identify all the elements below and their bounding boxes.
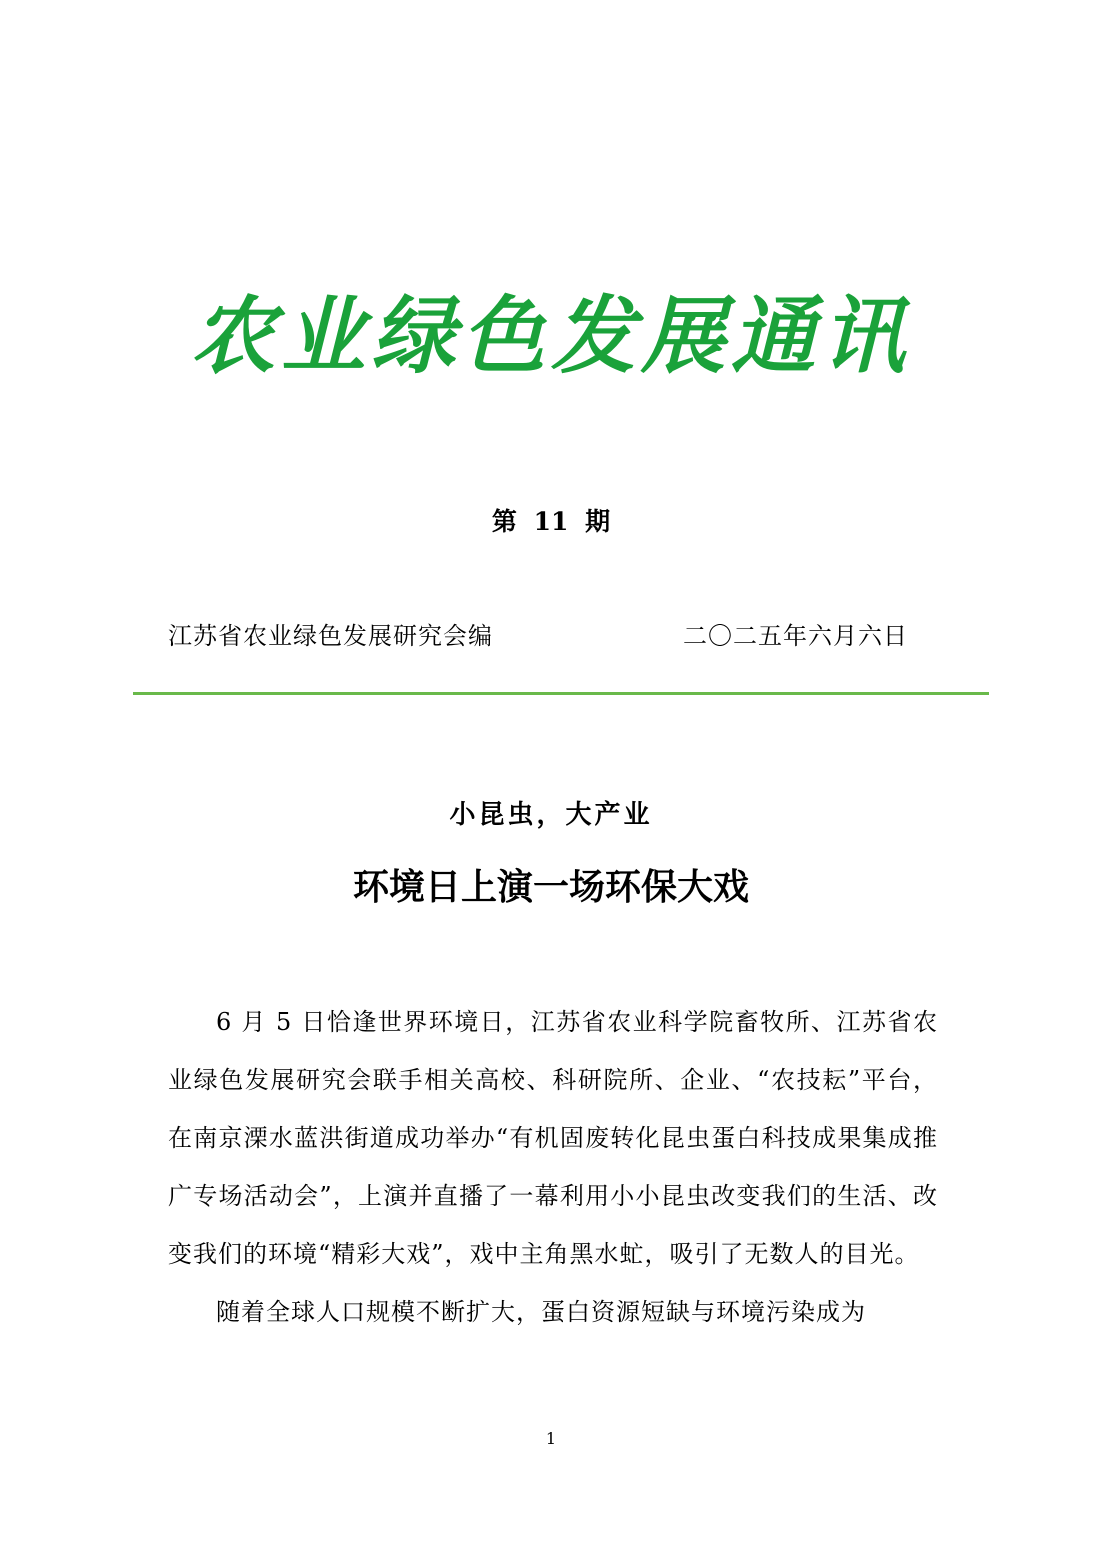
article-subtitle: 小昆虫，大产业 [449,800,653,830]
header-divider [133,692,989,695]
page-number: 1 [545,1429,557,1448]
publication-date: 二〇二五年六月六日 [683,622,908,650]
article-body [168,993,938,1341]
article-headline: 环境日上演一场环保大戏 [352,866,749,908]
body-paragraph: 6 月 5 日恰逢世界环境日，江苏省农业科学院畜牧所、江苏省农业绿色发展研究会联手相关高校、科研院所、企业、“农技耘”平台，在南京溧水蓝洪街道成功举办“有机固废转化昆虫蛋白科技成果集成推广专场活动会”，上演并直播了一幕利用小小昆虫改变我们的生活、改变我们的环境“精彩大戏”，戏中主角黑水虻，吸引了无数人的目光。 [168,1008,938,1268]
publisher-line: 江苏省农业绿色发展研究会编 [168,622,493,650]
body-paragraph: 随着全球人口规模不断扩大，蛋白资源短缺与环境污染成为 [216,1298,866,1326]
newsletter-title: 农业绿色发展通讯 [190,287,911,385]
issue-number: 第 11 期 [491,507,611,536]
